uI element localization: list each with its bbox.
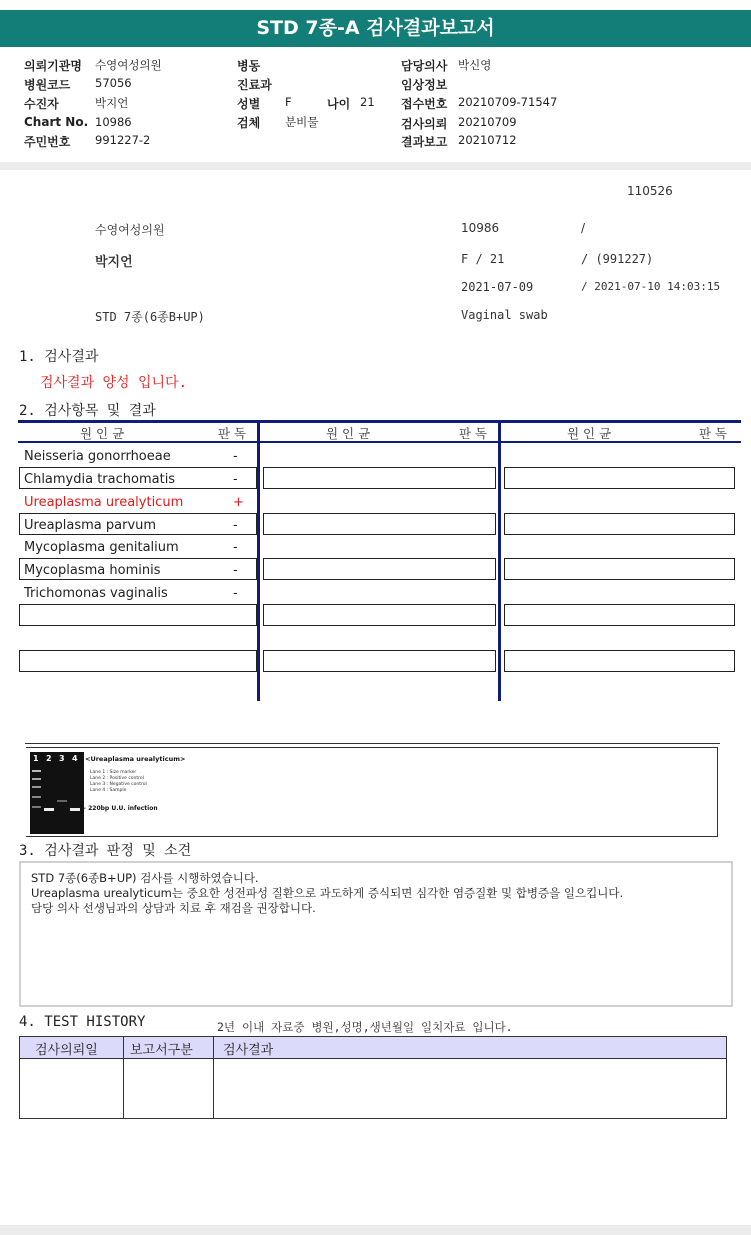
- lane-number: 4: [72, 754, 78, 763]
- opinion-box: [19, 861, 733, 1007]
- clinical-label: 임상정보: [401, 78, 448, 92]
- organism-name: Neisseria gonorrhoeae: [24, 449, 171, 464]
- hospital-code-value: 57056: [95, 76, 132, 90]
- specimen-type: Vaginal swab: [461, 308, 548, 322]
- organism-name-positive: Ureaplasma urealyticum: [24, 495, 184, 510]
- report-title: STD 7종-A 검사결과보고서: [0, 10, 751, 47]
- request-label: 검사의뢰: [401, 117, 448, 131]
- positive-band: [44, 808, 54, 811]
- row-box: [504, 558, 735, 580]
- history-note: 2년 이내 자료중 병원,성명,생년월일 일치자료 입니다.: [217, 1020, 513, 1034]
- history-col-line: [213, 1036, 214, 1119]
- history-header-row: [19, 1037, 727, 1058]
- patient-name: 박지언: [95, 255, 133, 270]
- gel-legend-item: Lane 2 : Positive control: [90, 776, 144, 781]
- history-rule: [19, 1036, 727, 1037]
- chart-label: Chart No.: [24, 115, 89, 129]
- opinion-line: Ureaplasma urealyticum는 중요한 성전파성 질환으로 과도하게 증식되면 심각한 염증질환 및 합병증을 일으킵니다.: [31, 886, 624, 900]
- sex-label: 성별: [237, 97, 261, 111]
- marker-band: [32, 806, 41, 808]
- grid-divider-2: [498, 422, 501, 701]
- slash-divider: /: [581, 221, 586, 235]
- code-number: 110526: [627, 184, 673, 198]
- chart-value: 10986: [95, 115, 132, 129]
- receipt-value: 20210709-71547: [458, 95, 558, 109]
- col-result-2: 판 독: [459, 426, 488, 441]
- gel-frame-gap: [25, 747, 26, 837]
- lane-number: 3: [59, 754, 65, 763]
- patient-value: 박지언: [95, 96, 129, 110]
- organism-result: -: [233, 472, 238, 487]
- chart-number: 10986: [461, 221, 500, 235]
- birth-date: / (991227): [581, 252, 654, 266]
- negative-band: [57, 800, 67, 802]
- organism-name: Chlamydia trachomatis: [24, 472, 176, 487]
- request-value: 20210709: [458, 115, 517, 129]
- doctor-label: 담당의사: [401, 59, 448, 73]
- gel-legend-item: Lane 4 : Sample: [90, 788, 127, 793]
- lane-number: 2: [46, 754, 52, 763]
- institution-label: 의뢰기관명: [24, 59, 82, 73]
- history-rule: [19, 1118, 727, 1119]
- request-date: 2021-07-09: [461, 280, 534, 294]
- gel-title: <Ureaplasma urealyticum>: [85, 755, 186, 763]
- history-col-result: 검사결과: [223, 1043, 274, 1058]
- history-col-request-date: 검사의뢰일: [35, 1043, 98, 1058]
- age-label: 나이: [327, 97, 351, 111]
- organism-result: -: [233, 586, 238, 601]
- patient-label: 수진자: [24, 97, 59, 111]
- organism-result: -: [233, 540, 238, 555]
- row-box: [19, 604, 257, 626]
- organism-name: Mycoplasma hominis: [24, 563, 161, 578]
- doctor-value: 박신영: [458, 58, 492, 72]
- col-result-1: 판 독: [218, 426, 247, 441]
- row-box: [263, 513, 496, 535]
- marker-band: [32, 778, 41, 780]
- dept-label: 진료과: [237, 78, 272, 92]
- col-organism-1: 원 인 균: [80, 426, 125, 441]
- lane-number: 1: [33, 754, 39, 763]
- row-box: [504, 650, 735, 672]
- section2-title: 2. 검사항목 및 결과: [19, 403, 156, 419]
- report-date-label: 결과보고: [401, 135, 448, 149]
- section1-title: 1. 검사결과: [19, 349, 99, 365]
- col-result-3: 판 독: [699, 426, 728, 441]
- sex-age: F / 21: [461, 252, 505, 266]
- row-box: [263, 467, 496, 489]
- organism-name: Trichomonas vaginalis: [24, 586, 168, 601]
- report-date-value: 20210712: [458, 133, 517, 147]
- row-box: [263, 650, 496, 672]
- specimen-value: 분비물: [285, 115, 319, 129]
- grid-top-line: [18, 420, 741, 423]
- grid-divider-1: [257, 422, 260, 701]
- grid-header-line: [18, 441, 741, 443]
- id-value: 991227-2: [95, 133, 151, 147]
- col-organism-3: 원 인 균: [567, 426, 612, 441]
- receipt-label: 접수번호: [401, 97, 448, 111]
- row-box: [19, 650, 257, 672]
- row-box: [504, 467, 735, 489]
- footer-band: [0, 1225, 751, 1235]
- gel-top-rule: [25, 743, 720, 744]
- history-col-line: [726, 1036, 727, 1119]
- gel-electrophoresis-image: [30, 752, 84, 834]
- test-name: STD 7종(6종B+UP): [95, 310, 205, 324]
- marker-band: [32, 786, 41, 788]
- report-datetime: / 2021-07-10 14:03:15: [581, 280, 721, 293]
- sample-band: [70, 808, 80, 811]
- marker-band: [32, 796, 41, 798]
- organism-result: -: [233, 563, 238, 578]
- history-rule: [19, 1058, 727, 1059]
- organism-result: -: [233, 518, 238, 533]
- organism-result-positive: +: [233, 495, 244, 510]
- organism-result: -: [233, 449, 238, 464]
- organism-name: Mycoplasma genitalium: [24, 540, 179, 555]
- history-col-line: [123, 1036, 124, 1119]
- col-organism-2: 원 인 균: [326, 426, 371, 441]
- header-panel: [0, 50, 751, 163]
- marker-band: [32, 770, 41, 772]
- opinion-line: STD 7종(6종B+UP) 검사를 시행하였습니다.: [31, 871, 259, 885]
- row-box: [263, 558, 496, 580]
- organism-name: Ureaplasma parvum: [24, 518, 157, 533]
- sex-value: F: [285, 95, 292, 109]
- gel-legend-item: Lane 1 : Size marker: [90, 770, 137, 775]
- institution-value: 수영여성의원: [95, 58, 162, 72]
- history-col-report-type: 보고서구분: [130, 1043, 193, 1058]
- clinic-name: 수영여성의원: [95, 223, 165, 237]
- hospital-code-label: 병원코드: [24, 78, 71, 92]
- age-value: 21: [360, 95, 375, 109]
- history-col-line: [19, 1036, 20, 1119]
- specimen-label: 검체: [237, 116, 261, 130]
- section4-title: 4. TEST HISTORY: [19, 1014, 146, 1030]
- gel-legend-item: Lane 3 : Negative control: [90, 782, 147, 787]
- header-separator: [0, 162, 751, 170]
- gel-band-label: ← 220bp U.U. infection: [81, 805, 158, 812]
- positive-result-text: 검사결과 양성 입니다.: [40, 375, 188, 391]
- row-box: [504, 513, 735, 535]
- id-label: 주민번호: [24, 135, 71, 149]
- row-box: [504, 604, 735, 626]
- opinion-line: 담당 의사 선생님과의 상담과 치료 후 재검을 권장합니다.: [31, 901, 316, 915]
- row-box: [263, 604, 496, 626]
- section3-title: 3. 검사결과 판정 및 소견: [19, 843, 192, 859]
- ward-label: 병동: [237, 59, 261, 73]
